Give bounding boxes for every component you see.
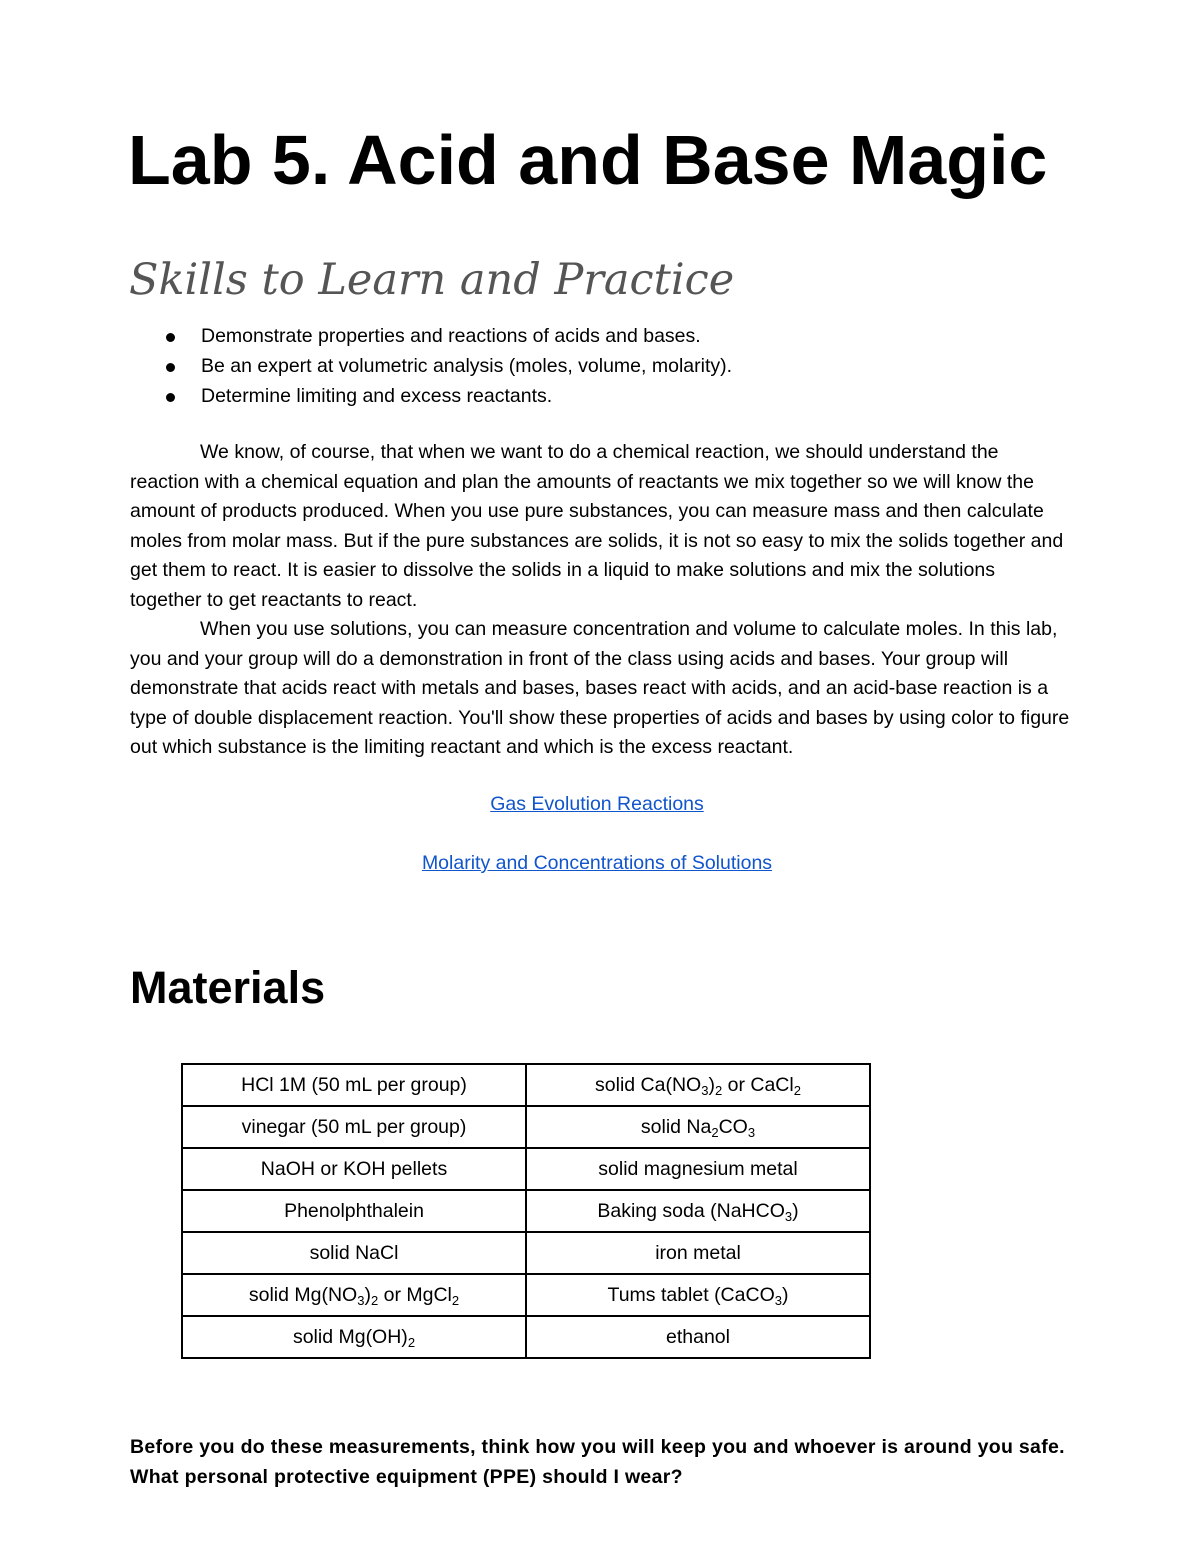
subscript: 2: [370, 1292, 379, 1308]
cell-text: NaOH or KOH pellets: [260, 1157, 448, 1180]
bullet-icon: [166, 393, 175, 402]
table-cell: [526, 1148, 870, 1190]
cell-text: solid Na: [640, 1115, 712, 1138]
bullet-icon: [166, 333, 175, 342]
table-row: [182, 1316, 870, 1358]
table-cell: [526, 1106, 870, 1148]
materials-table: [181, 1063, 871, 1359]
cell-text: ): [792, 1199, 799, 1222]
materials-heading: Materials: [130, 962, 326, 1013]
page-title: Lab 5. Acid and Base Magic: [128, 121, 1048, 199]
subscript: 3: [774, 1292, 782, 1308]
cell-text: iron metal: [655, 1241, 741, 1264]
table-row: [182, 1106, 870, 1148]
table-cell: [182, 1232, 526, 1274]
table-row: [182, 1274, 870, 1316]
table-cell: [526, 1190, 870, 1232]
subscript: 2: [711, 1124, 719, 1140]
table-cell: [526, 1232, 870, 1274]
subscript: 3: [357, 1292, 365, 1308]
subscript: 2: [714, 1082, 723, 1098]
cell-text: solid Mg(OH): [292, 1325, 408, 1348]
table-row: [182, 1064, 870, 1106]
subscript: 2: [793, 1082, 801, 1098]
cell-text: HCl 1M (50 mL per group): [241, 1073, 467, 1096]
subscript: 2: [407, 1334, 416, 1350]
subscript: 2: [451, 1292, 460, 1308]
cell-text: ): [708, 1073, 715, 1096]
intro-paragraph: We know, of course, that when we want to do a chemical reaction, we should understand the reaction with a chemical equation and plan the amounts of reactants we mix together so we will know the amount of products produced. When you use pure substances, you can measure mass and then calculate moles from molar mass. But if the pure substances are solids, it is not so easy to mix the solids together and get them to react. It is easier to dissolve the solids in a liquid to make solutions and mix the solutions together to get reactants to react.: [130, 441, 1064, 611]
skill-text: Be an expert at volumetric analysis (moles, volume, molarity).: [201, 355, 733, 377]
cell-text: Phenolphthalein: [284, 1199, 424, 1222]
introduction-text: [130, 438, 1070, 763]
cell-text: or MgCl: [378, 1283, 452, 1306]
table-cell: [182, 1064, 526, 1106]
table-cell: [182, 1106, 526, 1148]
subscript: 3: [747, 1124, 756, 1140]
table-row: [182, 1190, 870, 1232]
table-cell: [526, 1274, 870, 1316]
skills-list-item: [150, 381, 732, 411]
table-cell: [182, 1316, 526, 1358]
cell-text: CO: [718, 1115, 748, 1138]
subscript: 3: [701, 1082, 709, 1098]
cell-text: solid NaCl: [309, 1241, 399, 1264]
skills-list-item: [150, 351, 732, 381]
cell-text: solid magnesium metal: [598, 1157, 798, 1180]
cell-text: ): [781, 1283, 789, 1306]
table-cell: [526, 1064, 870, 1106]
table-cell: [182, 1190, 526, 1232]
cell-text: Tums tablet (CaCO: [607, 1283, 775, 1306]
cell-text: ): [364, 1283, 371, 1306]
table-cell: [526, 1316, 870, 1358]
table-row: [182, 1232, 870, 1274]
table-row: [182, 1148, 870, 1190]
cell-text: Baking soda (NaHCO: [597, 1199, 785, 1222]
skill-text: Demonstrate properties and reactions of acids and bases.: [201, 325, 701, 347]
skill-text: Determine limiting and excess reactants.: [201, 385, 553, 407]
skills-list-item: [150, 321, 732, 351]
table-cell: [182, 1274, 526, 1316]
skills-list: [150, 321, 732, 411]
cell-text: solid Ca(NO: [595, 1073, 702, 1096]
cell-text: ethanol: [666, 1325, 730, 1348]
bullet-icon: [166, 363, 175, 372]
intro-paragraph: When you use solutions, you can measure concentration and volume to calculate moles. In this lab, you and your group will do a demonstration in front of the class using acids and bases. Your group will demonstrate that acids react with metals and bases, bases react with acids, and an acid-base reaction is a type of double displacement reaction. You'll show these properties of acids and bases by using color to figure out which substance is the limiting reactant and which is the excess reactant.: [130, 618, 1070, 758]
section-subtitle: Skills to Learn and Practice: [129, 255, 735, 305]
cell-text: solid Mg(NO: [248, 1283, 358, 1306]
table-cell: [182, 1148, 526, 1190]
cell-text: or CaCl: [722, 1073, 794, 1096]
gas-evolution-link[interactable]: Gas Evolution Reactions: [490, 793, 704, 815]
reference-links: [130, 790, 1064, 879]
molarity-link[interactable]: Molarity and Concentrations of Solutions: [421, 852, 773, 874]
safety-question: Before you do these measurements, think how you will keep you and whoever is around you safe. What personal protective equipment (PPE) should I wear?: [130, 1436, 1065, 1488]
cell-text: vinegar (50 mL per group): [241, 1115, 467, 1138]
subscript: 3: [784, 1208, 793, 1224]
